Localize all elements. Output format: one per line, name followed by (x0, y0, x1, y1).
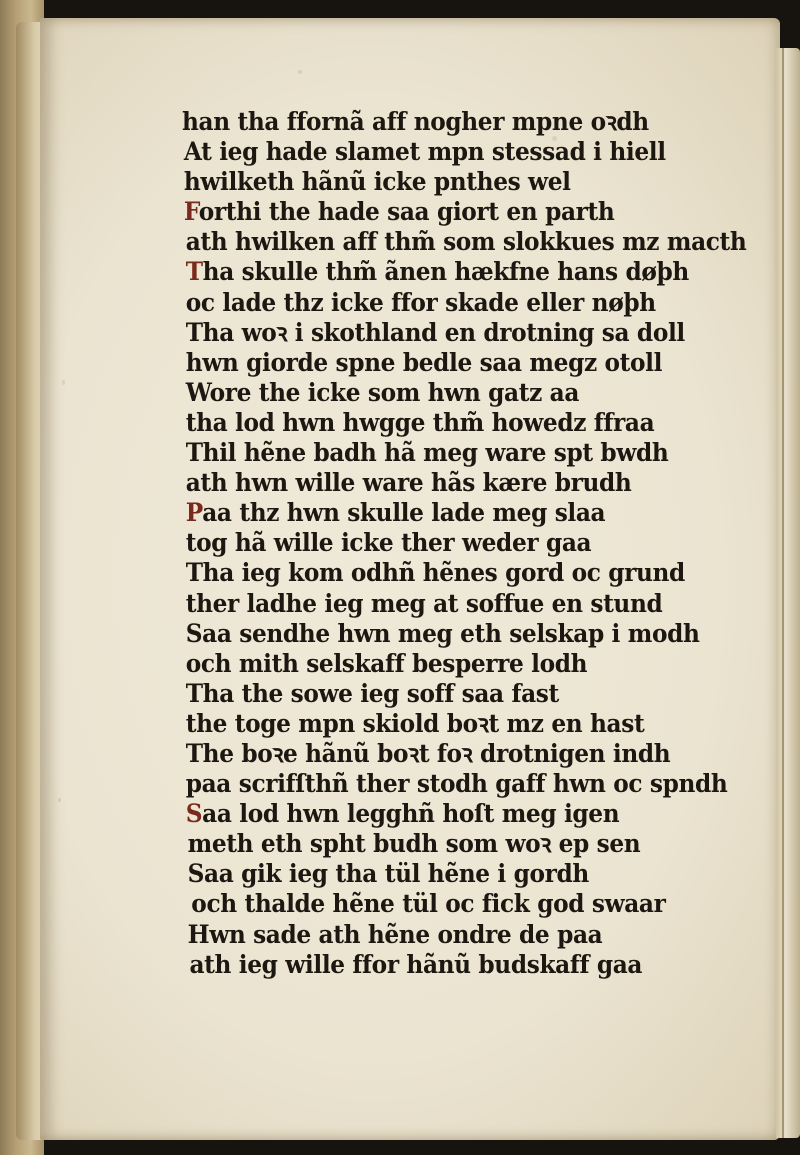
verse-initial: S (187, 859, 205, 889)
verse-text: aa sendhe hwn meg eth selskap i modh (202, 618, 700, 648)
verse-initial: T (185, 678, 203, 708)
verse-line (182, 438, 684, 468)
verse-text: an tha ffornã aff nogher mpne oꝛdh (198, 107, 649, 136)
verse-initial: a (185, 227, 201, 257)
verse-text: th hwilken aff thm̃ som slokkues mz macth (200, 227, 747, 257)
verse-initial: p (185, 769, 202, 799)
verse-initial: T (185, 438, 203, 468)
verse-text: her ladhe ieg meg at soffue en stund (196, 588, 663, 618)
verse-text: he toge mpn skiold boꝛt mz en hast (196, 708, 645, 738)
verse-line (182, 498, 684, 528)
verse-line (182, 197, 684, 227)
verse-text: ore the icke som hwn gatz aa (209, 377, 580, 407)
verse-text: wn giorde spne bedle saa megz otoll (202, 347, 663, 377)
verse-line (182, 107, 684, 137)
verse-line (182, 950, 684, 980)
verse-text: t ieg hade slamet mpn stessad i hiell (201, 137, 666, 167)
verse-line (182, 920, 684, 950)
verse-initial: T (185, 558, 203, 588)
verse-text: og hã wille icke ther weder gaa (196, 528, 592, 558)
verse-text: ha the sowe ieg soff saa fast (202, 678, 559, 708)
verse-line (182, 528, 684, 558)
verse-initial: a (189, 949, 205, 979)
verse-initial: S (185, 618, 203, 648)
verse-initial: t (185, 528, 197, 558)
verse-text: he boꝛe hãnũ boꝛt foꝛ drotnigen indh (202, 738, 671, 768)
verse-text: th hwn wille ware hãs kære brudh (200, 468, 632, 498)
verse-line (182, 257, 689, 287)
verse-text: ha skulle thm̃ ãnen hækfne hans døþh (202, 257, 689, 287)
verse-initial: h (185, 347, 203, 377)
verse-line (182, 318, 684, 348)
verse-line (182, 558, 684, 588)
verse-line (182, 889, 684, 919)
verse-initial: h (182, 107, 199, 136)
verse-initial: T (185, 317, 203, 347)
verse-initial: t (185, 708, 197, 738)
verse-initial: H (187, 919, 210, 949)
verse-text: ha lod hwn hwgge thm̃ howedz ffraa (196, 407, 655, 437)
verse-line (182, 468, 684, 498)
verse-line (182, 589, 684, 619)
verse-text: eth eth spht budh som woꝛ ep sen (211, 829, 641, 859)
verse-line (182, 709, 684, 739)
verse-line (182, 679, 684, 709)
verse-initial: h (183, 167, 201, 197)
verse-initial: F (183, 197, 199, 227)
verse-text: ch mith selskaff besperre lodh (200, 648, 588, 678)
verse-text: aa scrifſthñ ther stodh gaff hwn oc spndh (201, 769, 728, 799)
verse-line (182, 859, 684, 889)
verse-initial: W (185, 377, 210, 407)
verse-line (182, 288, 684, 318)
verse-text: ch thalde hẽne tül oc fick god swaar (206, 889, 666, 919)
verse-text: orthi the hade saa giort en parth (198, 197, 615, 227)
verse-text: aa thz hwn skulle lade meg slaa (202, 498, 606, 528)
verse-text: hil hẽne badh hã meg ware spt bwdh (202, 438, 669, 468)
verse-initial: m (187, 829, 212, 859)
verse-text: ha woꝛ i skothland en drotning sa doll (202, 317, 685, 347)
verse-text: th ieg wille ffor hãnũ budskaff gaa (204, 949, 643, 979)
verse-line (182, 739, 684, 769)
verse-initial: A (183, 137, 202, 167)
verse-line (182, 167, 684, 197)
verse-line (182, 829, 684, 859)
verse-initial: t (185, 407, 197, 437)
verse-line (182, 408, 684, 438)
verse-initial: o (185, 648, 201, 678)
verse-initial: o (185, 287, 201, 317)
verse-line (182, 769, 728, 799)
verse-text: ha ieg kom odhñ hẽnes gord oc grund (202, 558, 685, 588)
verse-initial: o (191, 889, 207, 919)
verse-initial: t (185, 588, 197, 618)
verse-initial: S (185, 799, 203, 829)
verse-text: c lade thz icke ffor skade eller nøþh (200, 287, 656, 317)
page-edge-right (776, 48, 800, 1138)
verse-text-block (182, 107, 747, 980)
verse-text: wilketh hãnũ icke pnthes wel (200, 167, 571, 197)
verse-initial: P (185, 498, 203, 528)
verse-line (182, 137, 684, 167)
verse-initial: T (185, 738, 203, 768)
verse-initial: T (185, 257, 203, 287)
verse-text: aa gik ieg tha tül hẽne i gordh (204, 859, 589, 889)
verse-initial: a (185, 468, 201, 498)
verse-text: aa lod hwn legghñ hoſt meg igen (202, 799, 620, 829)
verse-line (182, 348, 684, 378)
verse-line (182, 227, 747, 257)
verse-text: wn sade ath hẽne ondre de paa (209, 919, 603, 949)
verse-line (182, 618, 700, 649)
verse-line (182, 799, 684, 829)
verse-line (182, 378, 684, 408)
verse-line (182, 649, 684, 679)
